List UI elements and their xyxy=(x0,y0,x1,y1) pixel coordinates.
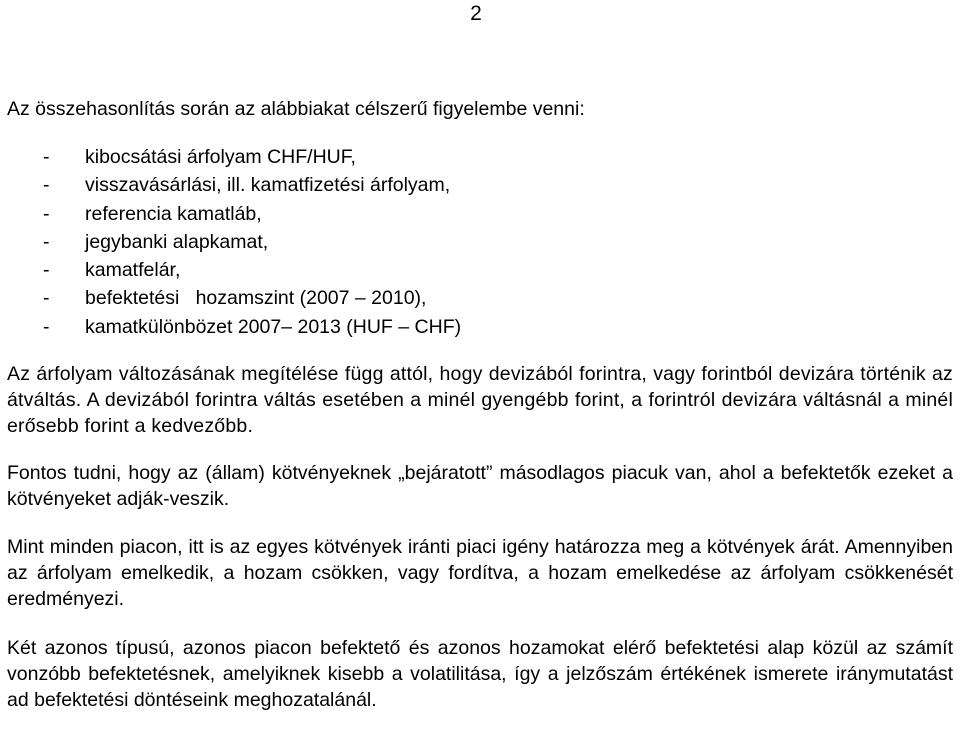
list-item xyxy=(7,143,953,171)
list-item-text: jegybanki alapkamat, xyxy=(85,230,269,253)
dash-bullet: - xyxy=(43,202,50,225)
list-item xyxy=(7,313,953,341)
dash-bullet: - xyxy=(43,230,50,253)
list-item xyxy=(7,228,953,256)
intro-sentence: Az összehasonlítás során az alábbiakat célszerű figyelembe venni: xyxy=(7,98,585,120)
list-item xyxy=(7,171,953,199)
paragraph-exchange-rate: Az árfolyam változásának megítélése függ attól, hogy devizából forintra, vagy forintból devizára történik az átváltás. A devizából forintra váltás esetében a minél gyengébb forint, a forintról devizára váltásnál a minél erősebb forint a kedvezőbb. xyxy=(7,363,953,438)
paragraph-secondary-market: Fontos tudni, hogy az (állam) kötvényeknek „bejáratott” másodlagos piacuk van, ahol a befektetők ezeket a kötvényeket adják-veszik. xyxy=(7,462,953,511)
paragraph-volatility: Két azonos típusú, azonos piacon befektető és azonos hozamokat elérő befektetési alap közül az számít vonzóbb befektetésnek, amelyiknek kisebb a volatilitása, így a jelzőszám értékének ismerete iránymutatást ad befektetési döntéseink meghozatalánál. xyxy=(7,637,953,712)
list-item-text: referencia kamatláb, xyxy=(85,202,262,225)
dash-bullet: - xyxy=(43,315,50,338)
list-item xyxy=(7,256,953,284)
document-body xyxy=(7,95,953,713)
list-item-text: kamatkülönbözet 2007– 2013 (HUF – CHF) xyxy=(85,315,462,338)
dash-bullet: - xyxy=(43,259,50,282)
list-item xyxy=(7,284,953,312)
paragraph-market-demand: Mint minden piacon, itt is az egyes kötvények iránti piaci igény határozza meg a kötvények árát. Amennyiben az árfolyam emelkedik, a hozam csökken, vagy fordítva, a hozam emelkedése az árfolyam csökkenését eredményezi. xyxy=(7,536,953,611)
dash-bullet: - xyxy=(43,174,50,197)
dash-bullet: - xyxy=(43,146,50,168)
dash-bullet: - xyxy=(43,287,50,310)
criteria-list xyxy=(7,143,953,341)
list-item-text: kibocsátási árfolyam CHF/HUF, xyxy=(85,146,356,168)
list-item-text: kamatfelár, xyxy=(85,259,181,282)
page-number: 2 xyxy=(470,2,482,25)
list-item xyxy=(7,200,953,228)
list-item-text: befektetési hozamszint (2007 – 2010), xyxy=(85,287,427,310)
list-item-text: visszavásárlási, ill. kamatfizetési árfolyam, xyxy=(85,174,451,197)
